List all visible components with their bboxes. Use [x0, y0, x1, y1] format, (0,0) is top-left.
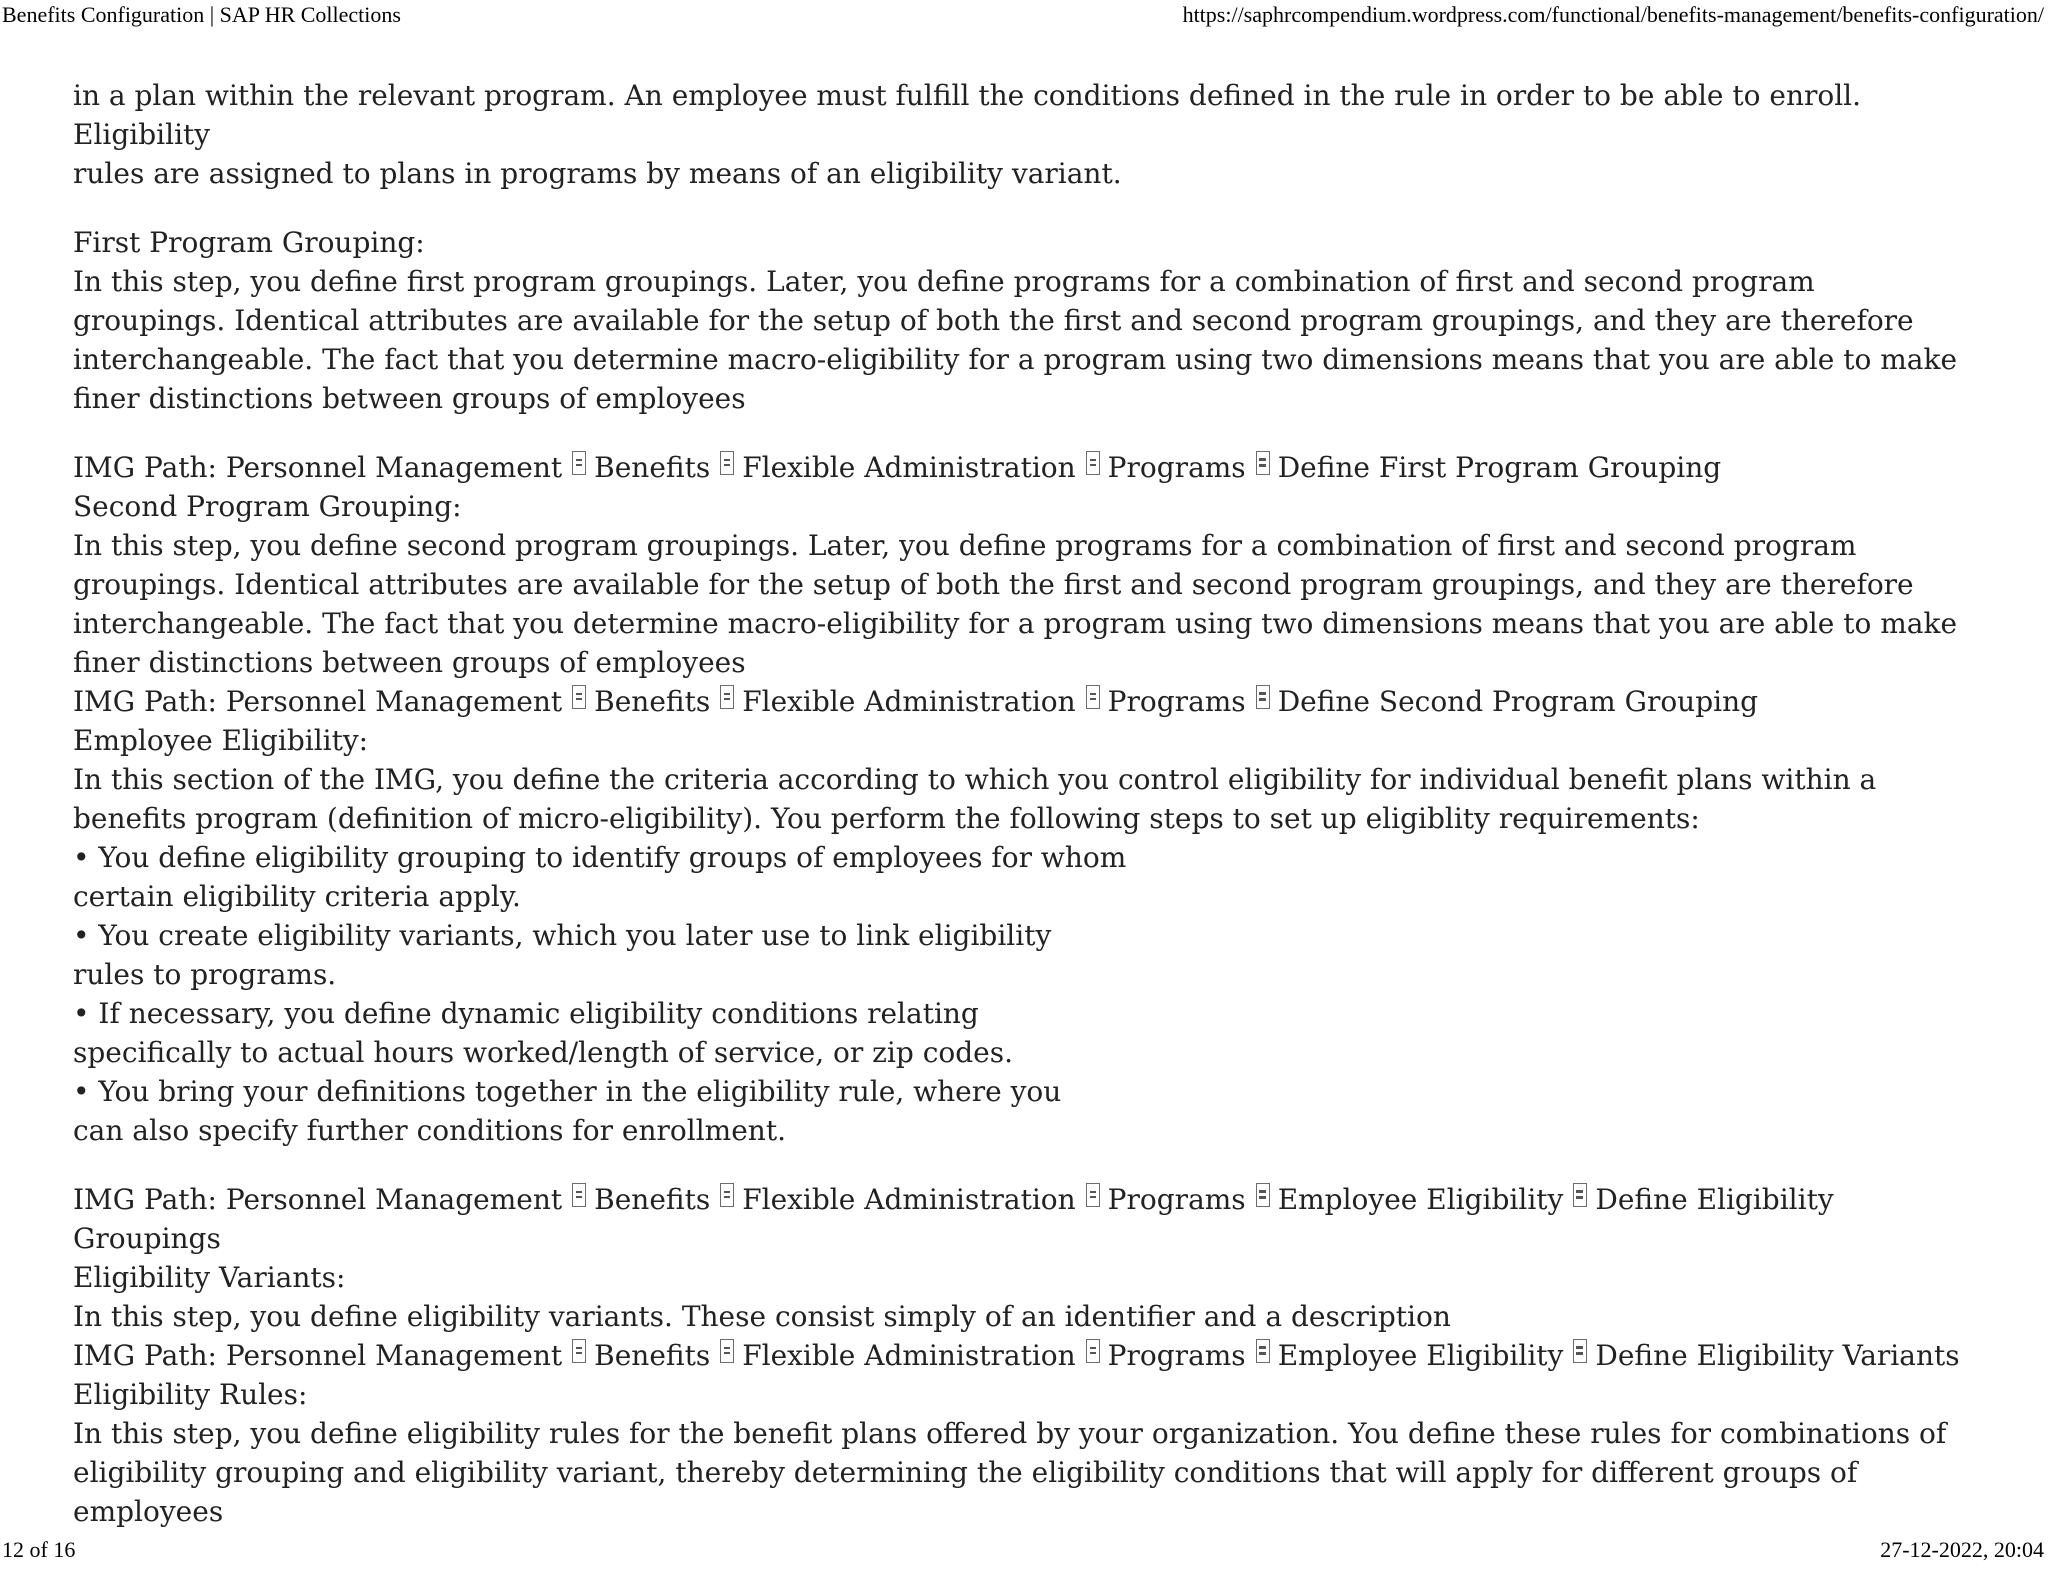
variants-heading: Eligibility Variants: [73, 1261, 346, 1294]
crumb-benefits: Benefits [594, 1183, 711, 1216]
path-separator-icon [572, 685, 586, 709]
bullet-4-line-2: can also specify further conditions for enrollment. [73, 1114, 786, 1147]
img-path-prefix: IMG Path: Personnel Management [73, 451, 563, 484]
path-separator-icon [572, 1339, 586, 1363]
first-grouping-heading: First Program Grouping: [73, 226, 425, 259]
variants-text: In this step, you define eligibility variants. These consist simply of an identifier and a description [73, 1300, 1451, 1333]
crumb-benefits: Benefits [594, 1339, 711, 1372]
path-separator-icon [720, 1183, 734, 1207]
crumb-flexible-admin: Flexible Administration [742, 1339, 1076, 1372]
path-separator-icon [1086, 1339, 1100, 1363]
crumb-employee-eligibility: Employee Eligibility [1277, 1183, 1564, 1216]
img-path-eligibility-variants [73, 1336, 1973, 1375]
crumb-flexible-admin: Flexible Administration [742, 451, 1076, 484]
first-grouping-text: In this step, you define first program groupings. Later, you define programs for a combination of first and second program groupings. Identical attributes are available for the setup of both the first and second program groupings, and they are therefore interchangeable. The fact that you determine macro-eligibility for a program using two dimensions means that you are able to make finer distinctions between groups of employees [73, 265, 1958, 415]
crumb-programs: Programs [1107, 685, 1246, 718]
path-separator-icon [572, 451, 586, 475]
page-url[interactable]: https://saphrcompendium.wordpress.com/functional/benefits-management/benefits-configuration/ [1182, 2, 2044, 27]
print-header [0, 0, 2048, 30]
path-separator-icon [1256, 451, 1270, 475]
bullet-3-line-1: • If necessary, you define dynamic eligibility conditions relating [73, 997, 979, 1030]
path-separator-icon [720, 451, 734, 475]
bullet-1-line-1: • You define eligibility grouping to identify groups of employees for whom [73, 841, 1127, 874]
img-path-second-grouping [73, 682, 1973, 721]
second-grouping-text: In this step, you define second program groupings. Later, you define programs for a combination of first and second program groupings. Identical attributes are available for the setup of both the first and second program groupings, and they are therefore interchangeable. The fact that you determine macro-eligibility for a program using two dimensions means that you are able to make finer distinctions between groups of employees [73, 529, 1958, 679]
bullet-4-line-1: • You bring your definitions together in the eligibility rule, where you [73, 1075, 1062, 1108]
employee-eligibility-heading: Employee Eligibility: [73, 724, 369, 757]
path-separator-icon [720, 685, 734, 709]
crumb-programs: Programs [1107, 1183, 1246, 1216]
path-separator-icon [1573, 1183, 1587, 1207]
path-separator-icon [1086, 685, 1100, 709]
intro-line-2: rules are assigned to plans in programs by means of an eligibility variant. [73, 157, 1122, 190]
path-separator-icon [1256, 685, 1270, 709]
employee-eligibility-text: In this section of the IMG, you define the criteria according to which you control eligibility for individual benefit plans within a benefits program (definition of micro-eligibility). You perform the following steps to set up eligiblity requirements: [73, 763, 1877, 835]
crumb-define-eligibility-variants: Define Eligibility Variants [1595, 1339, 1960, 1372]
path-separator-icon [572, 1183, 586, 1207]
bullet-3-line-2: specifically to actual hours worked/length of service, or zip codes. [73, 1036, 1013, 1069]
path-separator-icon [1256, 1339, 1270, 1363]
path-separator-icon [720, 1339, 734, 1363]
crumb-programs: Programs [1107, 451, 1246, 484]
rules-text: In this step, you define eligibility rules for the benefit plans offered by your organization. You define these rules for combinations of eligibility grouping and eligibility variant, thereby determining the eligibility conditions that will apply for different groups of employees [73, 1417, 1947, 1528]
crumb-define-second-grouping: Define Second Program Grouping [1277, 685, 1759, 718]
print-datetime: 27-12-2022, 20:04 [1880, 1537, 2044, 1562]
path-separator-icon [1256, 1183, 1270, 1207]
article-body [73, 76, 1973, 1531]
rules-heading: Eligibility Rules: [73, 1378, 308, 1411]
crumb-employee-eligibility: Employee Eligibility [1277, 1339, 1564, 1372]
crumb-programs: Programs [1107, 1339, 1246, 1372]
second-grouping-heading: Second Program Grouping: [73, 490, 462, 523]
img-path-wrap: Groupings [73, 1222, 221, 1255]
crumb-benefits: Benefits [594, 685, 711, 718]
intro-line-1: in a plan within the relevant program. An employee must fulfill the conditions defined in the rule in order to be able to enroll. Eligibility [73, 79, 1862, 151]
print-footer [0, 1535, 2048, 1565]
crumb-define-eligibility: Define Eligibility [1595, 1183, 1834, 1216]
bullet-1-line-2: certain eligibility criteria apply. [73, 880, 521, 913]
img-path-prefix: IMG Path: Personnel Management [73, 685, 563, 718]
bullet-2-line-1: • You create eligibility variants, which you later use to link eligibility [73, 919, 1052, 952]
path-separator-icon [1086, 1183, 1100, 1207]
img-path-prefix: IMG Path: Personnel Management [73, 1339, 563, 1372]
crumb-flexible-admin: Flexible Administration [742, 685, 1076, 718]
path-separator-icon [1573, 1339, 1587, 1363]
img-path-prefix: IMG Path: Personnel Management [73, 1183, 563, 1216]
crumb-benefits: Benefits [594, 451, 711, 484]
page-title: Benefits Configuration | SAP HR Collections [2, 2, 401, 27]
crumb-define-first-grouping: Define First Program Grouping [1277, 451, 1722, 484]
img-path-first-grouping [73, 448, 1973, 487]
bullet-2-line-2: rules to programs. [73, 958, 337, 991]
img-path-eligibility-groupings [73, 1180, 1973, 1219]
crumb-flexible-admin: Flexible Administration [742, 1183, 1076, 1216]
path-separator-icon [1086, 451, 1100, 475]
page-number: 12 of 16 [2, 1537, 76, 1562]
